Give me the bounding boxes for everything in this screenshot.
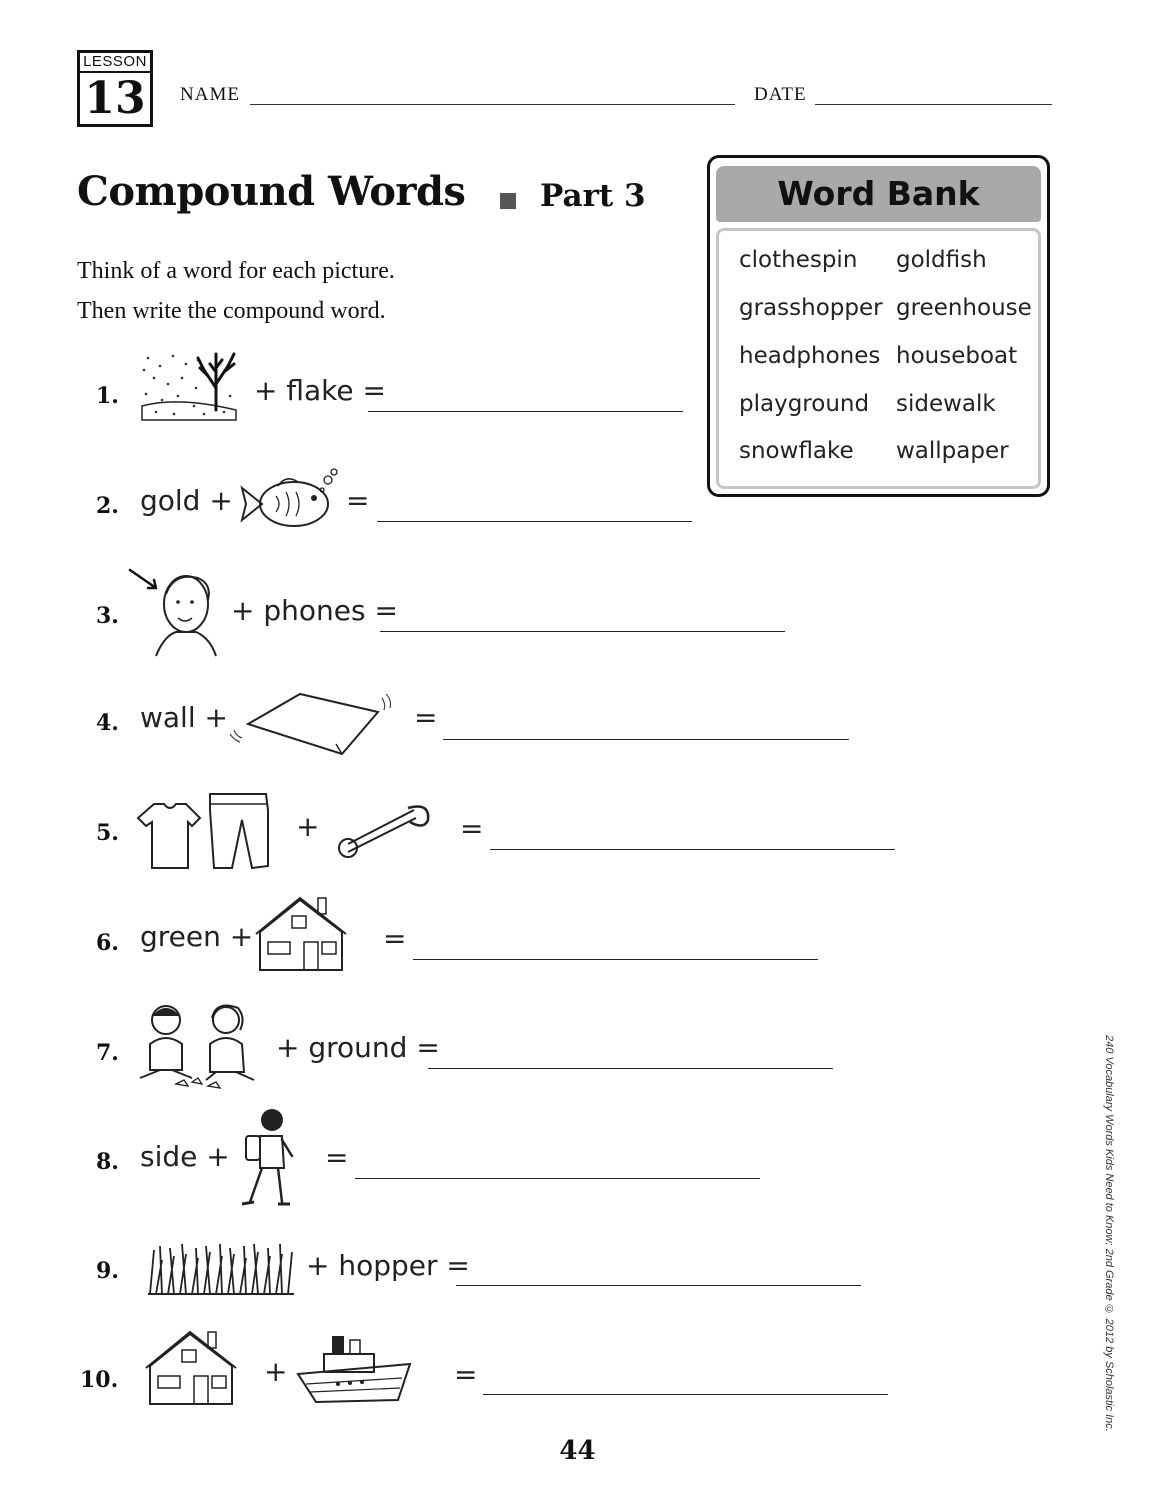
instruction-line-1: Think of a word for each picture.: [77, 258, 395, 284]
item-number: 2.: [96, 493, 119, 519]
item-text: + flake =: [254, 374, 386, 407]
equals-sign: =: [454, 1358, 478, 1391]
equals-sign: =: [414, 701, 438, 734]
boat-icon: [294, 1334, 414, 1406]
snow-icon: [138, 348, 240, 424]
answer-field[interactable]: [483, 1393, 888, 1395]
item-number: 10.: [80, 1367, 119, 1393]
fish-icon: [236, 468, 340, 534]
plus-sign: +: [264, 1355, 288, 1388]
head-icon: [126, 566, 222, 658]
item-prefix: green +: [140, 920, 254, 953]
equals-sign: =: [346, 484, 370, 517]
answer-field[interactable]: [443, 738, 849, 740]
safety-pin-icon: [334, 800, 434, 860]
instruction-line-2: Then write the compound word.: [77, 298, 386, 324]
answer-field[interactable]: [380, 630, 785, 632]
item-text: + hopper =: [306, 1249, 470, 1282]
title-square-icon: [500, 193, 516, 209]
grass-icon: [146, 1240, 296, 1298]
answer-field[interactable]: [355, 1177, 760, 1179]
word-bank-title: Word Bank: [716, 166, 1041, 222]
page-number: 44: [559, 1436, 596, 1466]
item-number: 7.: [96, 1040, 119, 1066]
answer-field[interactable]: [413, 958, 818, 960]
lesson-badge: [77, 50, 153, 127]
item-number: 8.: [96, 1149, 119, 1175]
word-bank-word: wallpaper: [896, 438, 1009, 464]
item-text: + ground =: [276, 1031, 440, 1064]
name-label: NAME: [180, 84, 240, 105]
item-number: 6.: [96, 930, 119, 956]
word-bank-word: sidewalk: [896, 391, 996, 417]
word-bank-word: headphones: [739, 343, 881, 369]
word-bank-word: goldfish: [896, 247, 987, 273]
item-prefix: gold +: [140, 484, 233, 517]
word-bank-word: grasshopper: [739, 295, 883, 321]
item-number: 9.: [96, 1258, 119, 1284]
date-field[interactable]: [815, 104, 1052, 105]
answer-field[interactable]: [456, 1284, 861, 1286]
lesson-number: 13: [84, 73, 146, 124]
item-number: 4.: [96, 710, 119, 736]
item-number: 5.: [96, 820, 119, 846]
kids-playing-icon: [136, 1000, 260, 1092]
equals-sign: =: [460, 812, 484, 845]
equals-sign: =: [383, 922, 407, 955]
house-icon: [144, 1328, 238, 1408]
word-bank-word: clothespin: [739, 247, 858, 273]
word-bank-word: playground: [739, 391, 870, 417]
answer-field[interactable]: [490, 848, 895, 850]
word-bank-word: snowflake: [739, 438, 854, 464]
date-label: DATE: [754, 84, 807, 105]
item-text: + phones =: [231, 594, 398, 627]
answer-field[interactable]: [368, 410, 683, 412]
item-prefix: wall +: [140, 701, 228, 734]
equals-sign: =: [325, 1141, 349, 1174]
item-prefix: side +: [140, 1140, 230, 1173]
item-number: 1.: [96, 383, 119, 409]
paper-icon: [226, 690, 394, 760]
word-bank-word: greenhouse: [896, 295, 1032, 321]
name-field[interactable]: [250, 104, 735, 105]
item-number: 3.: [96, 603, 119, 629]
word-bank-word: houseboat: [896, 343, 1018, 369]
side-credit: 240 Vocabulary Words Kids Need to Know: 2nd Grade © 2012 by Scholastic Inc.: [1103, 1035, 1115, 1432]
clothes-icon: [134, 790, 274, 876]
lesson-label: LESSON: [80, 53, 150, 73]
plus-sign: +: [296, 810, 320, 843]
answer-field[interactable]: [428, 1067, 833, 1069]
page-title: Compound Words: [77, 168, 466, 215]
page-subtitle: Part 3: [540, 178, 646, 214]
walking-boy-icon: [232, 1106, 298, 1210]
house-icon: [254, 894, 348, 974]
answer-field[interactable]: [377, 520, 692, 522]
